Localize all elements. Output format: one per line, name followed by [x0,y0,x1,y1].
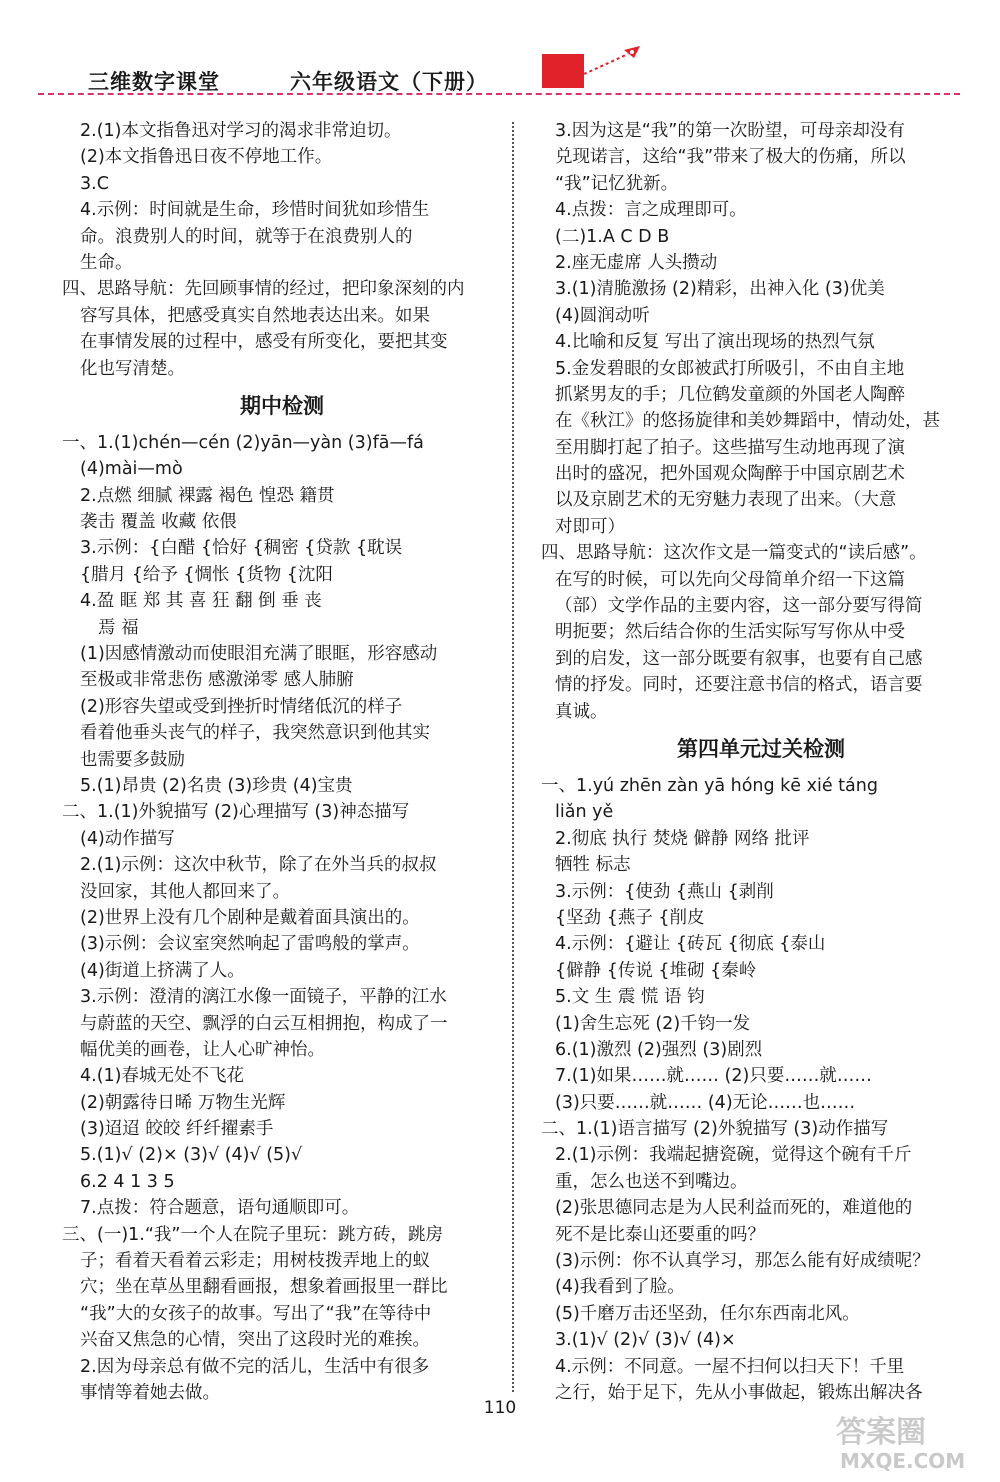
column-divider [512,122,514,1392]
answer-line: 穴；坐在草丛里翻看画报，想象着画报里一群比 [80,1277,448,1298]
answer-line: 真诚。 [555,701,608,722]
watermark-icon [832,1408,982,1474]
answer-line: 容写具体，把感受真实自然地表达出来。如果 [80,305,430,326]
answer-line: 死不是比泰山还要重的吗？ [555,1224,765,1245]
answer-line: 看着他垂头丧气的样子，我突然意识到他其实 [80,723,430,744]
answer-line: 事情等着她去做。 [80,1382,220,1403]
answer-line: (3)迢迢 皎皎 纤纤擢素手 [80,1119,274,1140]
answer-line: {僻静 {传说 {堆砌 {秦岭 [555,960,757,981]
answer-line: 与蔚蓝的天空、飘浮的白云互相拥抱，构成了一 [80,1013,448,1034]
answer-line: (3)示例：你不认真学习，那怎么能有好成绩呢？ [555,1251,930,1272]
answer-line: (2)朝露待日晞 万物生光辉 [80,1092,286,1113]
page-number: 110 [483,1398,517,1418]
answer-line: 明扼要；然后结合你的生活实际写写你从中受 [555,622,905,643]
answer-line: (2)形容失望或受到挫折时情绪低沉的样子 [80,696,403,717]
answer-line: (2)世界上没有几个剧种是戴着面具演出的。 [80,907,420,928]
answer-line: (4)圆润动听 [555,305,650,326]
answer-line: 6.2 4 1 3 5 [80,1171,175,1192]
answer-line: (4)mài—mò [80,459,183,480]
rocket-logo-icon [540,44,650,90]
answer-line: 4.盈 眶 郑 其 喜 狂 翻 倒 垂 丧 [80,591,322,612]
answer-line: 四、思路导航：先回顾事情的经过，把印象深刻的内 [62,279,465,300]
answer-line: 兴奋又焦急的心情，突出了这段时光的难挨。 [80,1330,430,1351]
answer-line: (2)张思德同志是为人民利益而死的，难道他的 [555,1198,913,1219]
answer-line: (5)千磨万击还坚劲，任尔东西南北风。 [555,1303,860,1324]
answer-line: 子；看着天看着云彩走；用树枝拨弄地上的蚁 [80,1251,430,1272]
answer-line: 5.文 生 震 慌 语 钧 [555,987,705,1008]
answer-line: 也需要多鼓励 [80,749,185,770]
answer-line: (4)我看到了脸。 [555,1277,685,1298]
answer-line: 3.C [80,173,109,194]
answer-line: 2.座无虚席 人头攒动 [555,252,718,273]
answer-line: 3.示例：{白醋 {恰好 {稠密 {贷款 {耽误 [80,538,403,559]
section-heading: 期中检测 [240,393,324,418]
book-title: 六年级语文（下册） [290,70,488,94]
answer-line: “我”记忆犹新。 [555,173,679,194]
svg-text:MXQE.COM: MXQE.COM [840,1449,966,1473]
answer-line: 命。浪费别人的时间，就等于在浪费别人的 [80,226,413,247]
answer-line: 2.(1)示例：这次中秋节，除了在外当兵的叔叔 [80,855,437,876]
answer-line: 6.(1)激烈 (2)强烈 (3)剧烈 [555,1039,763,1060]
answer-line: 四、思路导航：这次作文是一篇变式的“读后感”。 [541,543,927,564]
answer-line: 4.(1)春城无处不飞花 [80,1066,244,1087]
answer-line: 二、1.(1)外貌描写 (2)心理描写 (3)神态描写 [62,802,410,823]
answer-line: 对即可） [555,516,625,537]
answer-line: 7.点拨：符合题意，语句通顺即可。 [80,1198,360,1219]
answer-line: “我”大的女孩子的故事。写出了“我”在等待中 [80,1303,432,1324]
answer-line: (3)示例：会议室突然响起了雷鸣般的掌声。 [80,934,420,955]
answer-line: 3.示例：{使劲 {燕山 {剥削 [555,881,774,902]
answer-line: 4.示例：时间就是生命，珍惜时间犹如珍惜生 [80,200,430,221]
answer-line: (1)舍生忘死 (2)千钧一发 [555,1013,751,1034]
answer-line: 一、1.(1)chén—cén (2)yān—yàn (3)fā—fá [62,432,424,453]
answer-line: 在写的时候，可以先向父母简单介绍一下这篇 [555,569,905,590]
answer-line: 4.点拨：言之成理即可。 [555,200,747,221]
answer-line: 袭击 覆盖 收藏 依偎 [80,512,237,533]
answer-line: 4.示例：不同意。一屋不扫何以扫天下！千里 [555,1356,905,1377]
page-header [0,0,1000,100]
answer-line: 二、1.(1)语言描写 (2)外貌描写 (3)动作描写 [541,1119,889,1140]
answer-line: 以及京剧艺术的无穷魅力表现了出来。（大意 [555,490,897,511]
answer-line: (4)街道上挤满了人。 [80,960,245,981]
answer-line: 三、(一)1.“我”一个人在院子里玩：跳方砖，跳房 [62,1224,443,1245]
answer-line: 在《秋江》的悠扬旋律和美妙舞蹈中，情动处，甚 [555,411,940,432]
answer-line: (2)本文指鲁迅日夜不停地工作。 [80,147,333,168]
answer-line: (3)只要……就…… (4)无论……也…… [555,1092,856,1113]
answer-line: 抓紧男友的手；几位鹤发童颜的外国老人陶醉 [555,384,905,405]
answer-line: {坚劲 {燕子 {削皮 [555,907,705,928]
answer-line: 3.(1)√ (2)√ (3)√ (4)× [555,1330,736,1351]
answer-line: 4.比喻和反复 写出了演出现场的热烈气氛 [555,332,875,353]
answer-line: 5.(1)昂贵 (2)名贵 (3)珍贵 (4)宝贵 [80,775,353,796]
answer-line: 5.金发碧眼的女郎被武打所吸引，不由自主地 [555,358,905,379]
answer-line: 至极或非常悲伤 感激涕零 感人肺腑 [80,670,354,691]
answer-line: 7.(1)如果……就…… (2)只要……就…… [555,1066,872,1087]
answer-line: 牺牲 标志 [555,855,631,876]
answer-line: (4)动作描写 [80,828,175,849]
answer-line: 至用脚打起了拍子。这些描写生动地再现了演 [555,437,905,458]
answer-line: (二)1.A C D B [555,226,670,247]
answer-line: 在事情发展的过程中，感受有所变化，要把其变 [80,332,448,353]
section-heading: 第四单元过关检测 [677,736,845,761]
answer-line: 3.(1)清脆激扬 (2)精彩，出神入化 (3)优美 [555,279,885,300]
answer-line: 到的启发，这一部分既要有叙事，也要有自己感 [555,648,923,669]
answer-line: 幅优美的画卷，让人心旷神怡。 [80,1039,325,1060]
answer-line: liǎn yě [555,802,614,823]
answer-line: 2.点燃 细腻 裸露 褐色 惶恐 籍贯 [80,485,335,506]
answer-line: 4.示例：{避让 {砖瓦 {彻底 {泰山 [555,934,826,955]
answer-line: 2.因为母亲总有做不完的活儿，生活中有很多 [80,1356,430,1377]
answer-line: 之行，始于足下，先从小事做起，锻炼出解决各 [555,1382,923,1403]
answer-line: 2.彻底 执行 焚烧 僻静 网络 批评 [555,828,810,849]
answer-line: 出时的盛况，把外国观众陶醉于中国京剧艺术 [555,464,905,485]
answer-line: 重，怎么也送不到嘴边。 [555,1171,748,1192]
answer-line: （部）文学作品的主要内容，这一部分要写得简 [555,596,923,617]
answer-line: 5.(1)√ (2)× (3)√ (4)√ (5)√ [80,1145,303,1166]
answer-line: 2.(1)示例：我端起搪瓷碗，觉得这个碗有千斤 [555,1145,912,1166]
answer-line: 没回家，其他人都回来了。 [80,881,290,902]
answer-line: 兑现诺言，这给“我”带来了极大的伤痛，所以 [555,147,906,168]
header-divider [38,93,960,95]
svg-text:答案圈: 答案圈 [836,1415,926,1450]
right-column [541,118,967,1406]
answer-line: 情的抒发。同时，还要注意书信的格式，语言要 [555,675,923,696]
answer-line: {腊月 {给予 {惆怅 {货物 {沈阳 [80,564,333,585]
answer-line: 3.示例：澄清的漓江水像一面镜子，平静的江水 [80,987,447,1008]
answer-line: 化也写清楚。 [80,358,185,379]
answer-line: 一、1.yú zhēn zàn yā hóng kē xié táng [541,775,878,796]
answer-line: 3.因为这是“我”的第一次盼望，可母亲却没有 [555,121,905,141]
answer-line: 2.(1)本文指鲁迅对学习的渴求非常迫切。 [80,121,402,141]
answer-line: 焉 福 [98,617,139,638]
answer-line: 生命。 [80,252,133,273]
left-column [62,118,502,1406]
series-title: 三维数字课堂 [88,70,220,94]
watermark-logo [832,1408,982,1474]
answer-line: (1)因感情激动而使眼泪充满了眼眶，形容感动 [80,644,438,665]
